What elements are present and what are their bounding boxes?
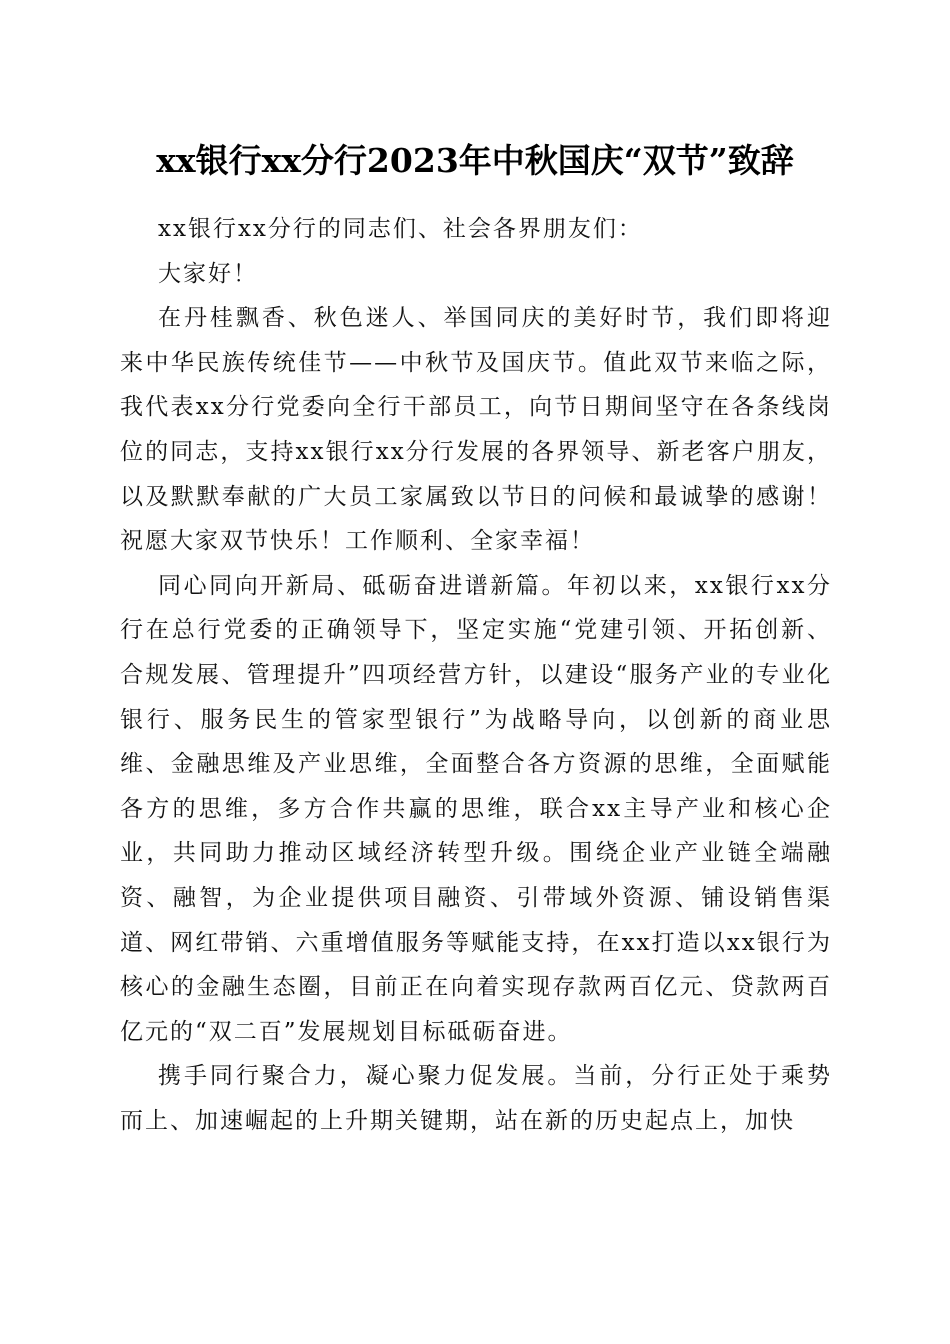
paragraph-achievements: 同心同向开新局、砥砺奋进谱新篇。年初以来，xx银行xx分行在总行党委的正确领导下，坚定实施“党建引领、开拓创新、合规发展、管理提升”四项经营方针，以建设“服务产业的专业化银行、服务民生的管家型银行”为战略导向，以创新的商业思维、金融思维及产业思维，全面整合各方资源的思维，全面赋能各方的思维，多方合作共赢的思维，联合xx主导产业和核心企业，共同助力推动区域经济转型升级。围绕企业产业链全端融资、融智，为企业提供项目融资、引带域外资源、铺设销售渠道、网红带销、六重增值服务等赋能支持，在xx打造以xx银行为核心的金融生态圈，目前正在向着实现存款两百亿元、贷款两百亿元的“双二百”发展规划目标砥砺奋进。 [120, 572, 832, 1045]
salutation: xx银行xx分行的同志们、社会各界朋友们： [158, 216, 643, 242]
document-title: xx银行xx分行2023年中秋国庆“双节”致辞 [156, 141, 794, 180]
paragraph-development: 携手同行聚合力，凝心聚力促发展。当前，分行正处于乘势而上、加速崛起的上升期关键期，站在新的历史起点上，加快 [120, 1063, 832, 1134]
greeting: 大家好！ [158, 260, 258, 287]
document-body [120, 207, 832, 1143]
paragraph-holiday-wishes: 在丹桂飘香、秋色迷人、举国同庆的美好时节，我们即将迎来中华民族传统佳节——中秋节及国庆节。值此双节来临之际，我代表xx分行党委向全行干部员工，向节日期间坚守在各条线岗位的同志，支持xx银行xx分行发展的各界领导、新老客户朋友，以及默默奉献的广大员工家属致以节日的问候和最诚挚的感谢！祝愿大家双节快乐！工作顺利、全家幸福！ [120, 305, 832, 555]
